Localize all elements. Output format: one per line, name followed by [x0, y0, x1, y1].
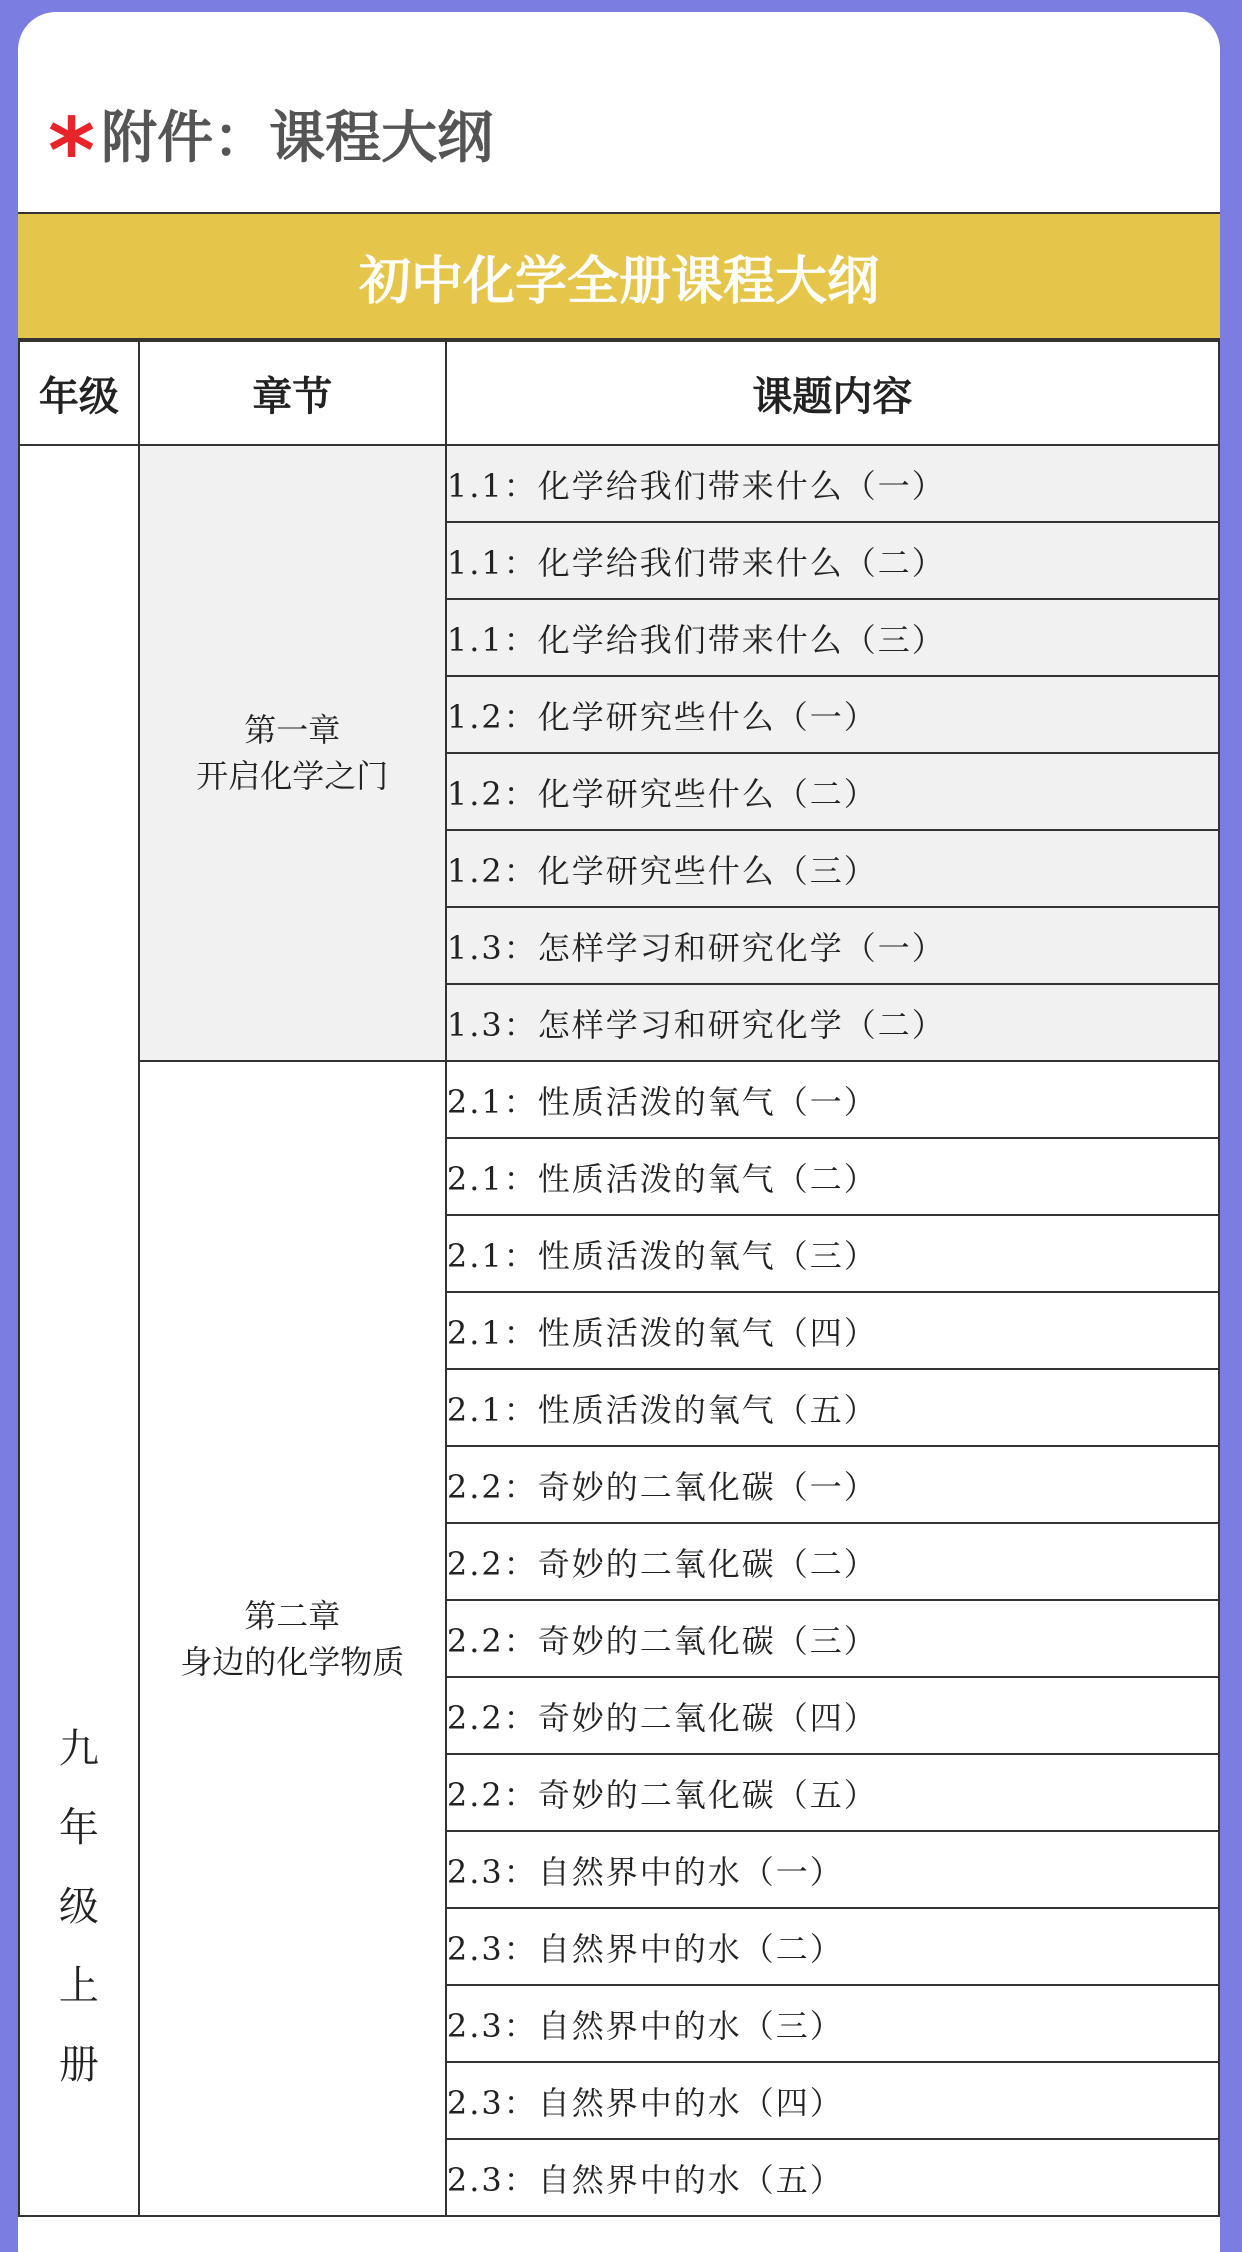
- attachment-title: 附件：课程大纲: [101, 106, 494, 171]
- grade-char: 级: [58, 1884, 99, 1930]
- topic-cell: 2.1：性质活泼的氧气（四）: [446, 1292, 1219, 1369]
- header-topic: 课题内容: [446, 341, 1219, 445]
- syllabus-banner: 初中化学全册课程大纲: [18, 212, 1220, 340]
- topic-cell: 2.3：自然界中的水（二）: [446, 1908, 1219, 1985]
- topic-cell: 2.1：性质活泼的氧气（一）: [446, 1061, 1219, 1138]
- topic-cell: 2.3：自然界中的水（四）: [446, 2062, 1219, 2139]
- chapter-number: 第二章: [244, 1596, 341, 1635]
- topic-cell: 1.2：化学研究些什么（二）: [446, 753, 1219, 830]
- attachment-heading: [48, 84, 494, 204]
- syllabus-table: [18, 340, 1220, 2217]
- grade-char: 九: [58, 1726, 99, 1772]
- grade-cell: [19, 445, 139, 2216]
- topic-cell: 2.3：自然界中的水（三）: [446, 1985, 1219, 2062]
- topic-cell: 1.2：化学研究些什么（三）: [446, 830, 1219, 907]
- topic-cell: 2.1：性质活泼的氧气（三）: [446, 1215, 1219, 1292]
- header-row: [19, 341, 1219, 445]
- grade-char: 册: [58, 2042, 99, 2088]
- chapter-title: 开启化学之门: [196, 757, 389, 795]
- topic-cell: 2.2：奇妙的二氧化碳（三）: [446, 1600, 1219, 1677]
- topic-cell: 1.2：化学研究些什么（一）: [446, 676, 1219, 753]
- chapter-title: 身边的化学物质: [180, 1642, 405, 1681]
- table-row: [19, 1061, 1219, 1138]
- topic-cell: 2.3：自然界中的水（一）: [446, 1831, 1219, 1908]
- topic-cell: 2.2：奇妙的二氧化碳（一）: [446, 1446, 1219, 1523]
- topic-cell: 2.2：奇妙的二氧化碳（四）: [446, 1677, 1219, 1754]
- topic-cell: 1.1：化学给我们带来什么（一）: [446, 445, 1219, 522]
- topic-cell: 2.2：奇妙的二氧化碳（五）: [446, 1754, 1219, 1831]
- topic-cell: 1.3：怎样学习和研究化学（二）: [446, 984, 1219, 1061]
- asterisk-mark: *: [48, 99, 96, 204]
- header-chapter: 章节: [139, 341, 446, 445]
- topic-cell: 1.1：化学给我们带来什么（二）: [446, 522, 1219, 599]
- topic-cell: 2.1：性质活泼的氧气（五）: [446, 1369, 1219, 1446]
- content-card: [18, 12, 1220, 2252]
- topic-cell: 1.3：怎样学习和研究化学（一）: [446, 907, 1219, 984]
- chapter-cell: [139, 445, 446, 1061]
- header-grade: 年级: [19, 341, 139, 445]
- topic-cell: 2.1：性质活泼的氧气（二）: [446, 1138, 1219, 1215]
- chapter-number: 第一章: [244, 711, 341, 749]
- grade-char: 年: [58, 1805, 99, 1851]
- topic-cell: 2.2：奇妙的二氧化碳（二）: [446, 1523, 1219, 1600]
- table-row: [19, 445, 1219, 522]
- topic-cell: 2.3：自然界中的水（五）: [446, 2139, 1219, 2216]
- topic-cell: 1.1：化学给我们带来什么（三）: [446, 599, 1219, 676]
- chapter-cell: [139, 1061, 446, 2216]
- grade-char: 上: [58, 1963, 99, 2009]
